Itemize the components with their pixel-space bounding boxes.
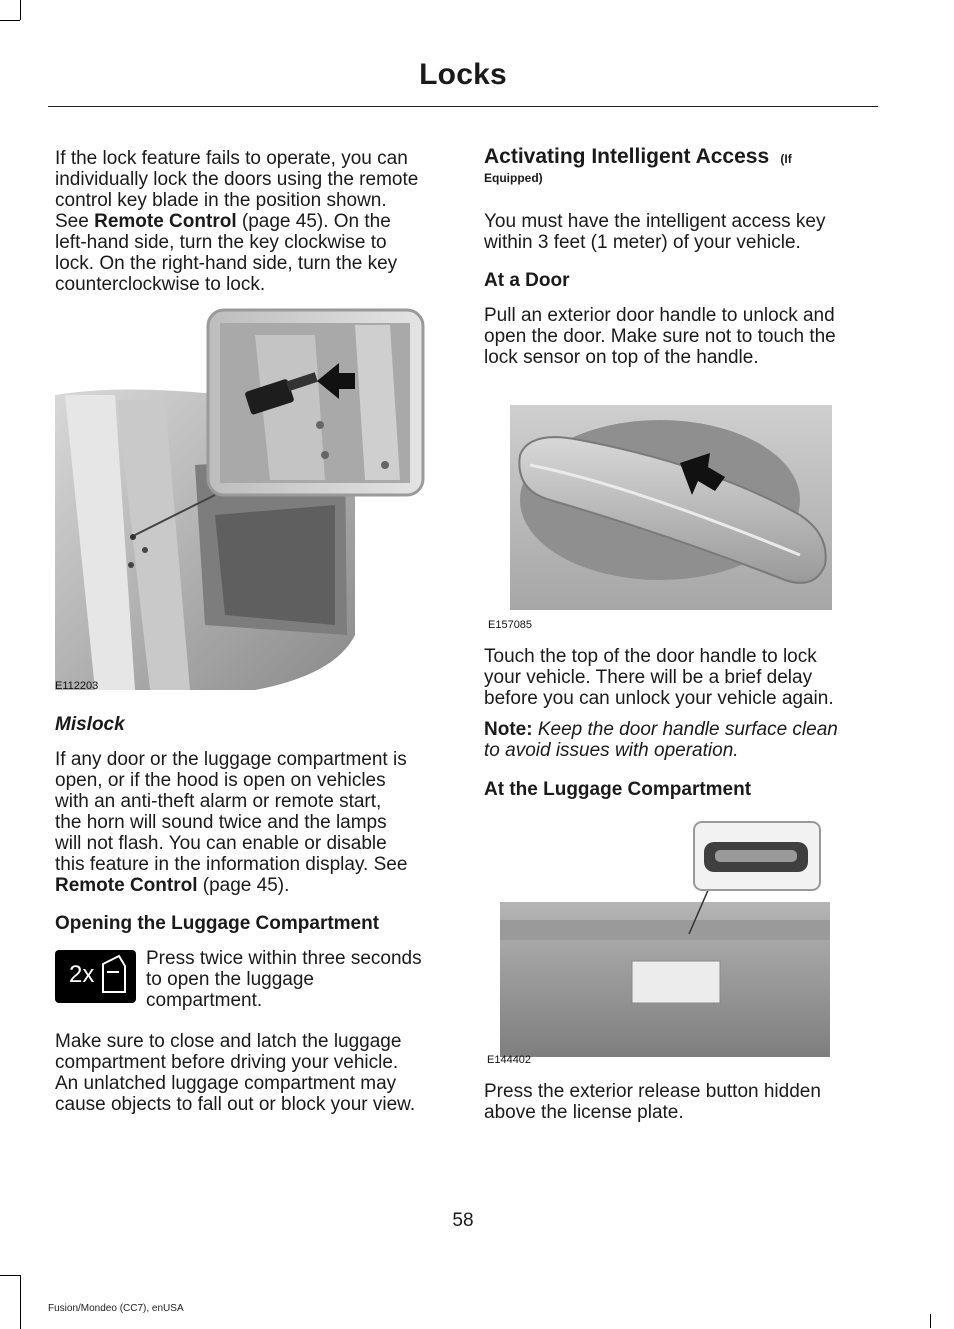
text-line: cause objects to fall out or block your view. — [55, 1094, 416, 1115]
text-line: to open the luggage — [146, 969, 314, 990]
text-line: compartment. — [146, 990, 263, 1011]
note-paragraph — [484, 719, 876, 761]
text-line: compartment before driving your vehicle. — [55, 1052, 399, 1073]
text-line: lock sensor on top of the handle. — [484, 347, 759, 368]
figure-liftgate-illustration — [497, 820, 835, 1060]
section-heading-luggage: At the Luggage Compartment — [484, 779, 752, 800]
text-line: control key blade in the position shown. — [55, 190, 387, 211]
text-line: individually lock the doors using the remote — [55, 169, 419, 190]
text-line: lock. On the right-hand side, turn the key — [55, 253, 398, 274]
remote-control-link[interactable]: Remote Control — [55, 875, 198, 896]
figure-caption: E144402 — [487, 1054, 532, 1066]
figure-door-handle-illustration — [510, 405, 832, 610]
icon-label: 2x — [69, 961, 95, 988]
note-label: Note: — [484, 719, 533, 740]
section-heading-mislock: Mislock — [55, 714, 125, 735]
text-line: Make sure to close and latch the luggage — [55, 1031, 402, 1052]
text-line — [55, 211, 447, 232]
text-line: within 3 feet (1 meter) of your vehicle. — [484, 232, 801, 253]
intro-paragraph — [55, 148, 447, 295]
text-line: Touch the top of the door handle to lock — [484, 646, 817, 667]
text-line: Pull an exterior door handle to unlock and — [484, 305, 835, 326]
text-line: If the lock feature fails to operate, you can — [55, 148, 408, 169]
text-line: open, or if the hood is open on vehicles — [55, 770, 386, 791]
text-fragment: Keep the door handle surface clean — [532, 719, 838, 740]
make-sure-paragraph — [55, 1031, 447, 1115]
text-line: this feature in the information display. See — [55, 854, 408, 875]
crop-mark — [930, 1314, 931, 1328]
text-line: the horn will sound twice and the lamps — [55, 812, 387, 833]
press-twice-text — [146, 948, 446, 1011]
text-line: left-hand side, turn the key clockwise to — [55, 232, 387, 253]
section-heading-opening: Opening the Luggage Compartment — [55, 913, 380, 934]
ia-paragraph — [484, 211, 876, 253]
text-line: above the license plate. — [484, 1102, 684, 1123]
crop-mark — [20, 0, 21, 20]
text-line: open the door. Make sure not to touch the — [484, 326, 836, 347]
footer-text: Fusion/Mondeo (CC7), enUSA — [48, 1303, 184, 1314]
text-line: If any door or the luggage compartment is — [55, 749, 407, 770]
text-line: with an anti-theft alarm or remote start, — [55, 791, 382, 812]
mislock-section — [55, 714, 447, 735]
text-fragment: See — [55, 211, 95, 232]
text-line: will not flash. You can enable or disable — [55, 833, 387, 854]
text-line: your vehicle. There will be a brief delay — [484, 667, 813, 688]
heading-note: (If — [780, 152, 792, 166]
text-line — [484, 719, 876, 740]
opening-heading-block — [55, 913, 447, 934]
crop-mark — [20, 1314, 21, 1328]
text-line: counterclockwise to lock. — [55, 274, 266, 295]
section-heading-door: At a Door — [484, 270, 570, 291]
page-number: 58 — [452, 1210, 474, 1231]
text-line: An unlatched luggage compartment may — [55, 1073, 397, 1094]
header-rule — [48, 106, 878, 107]
text-line: You must have the intelligent access key — [484, 211, 826, 232]
crop-mark — [0, 20, 20, 21]
door-paragraph — [484, 305, 876, 368]
touch-paragraph — [484, 646, 876, 709]
figure-door-lock-illustration — [55, 305, 435, 693]
crop-mark — [0, 1275, 20, 1276]
figure-caption: E112203 — [55, 680, 99, 692]
text-line — [55, 875, 447, 896]
ia-heading-block — [484, 146, 876, 186]
mislock-paragraph — [55, 749, 447, 896]
heading-text: Activating Intelligent Access — [484, 145, 770, 168]
door-heading-block — [484, 270, 876, 291]
section-heading-intelligent-access — [484, 146, 876, 170]
remote-control-link[interactable]: Remote Control — [94, 211, 237, 232]
heading-note: Equipped) — [484, 171, 543, 185]
text-line: to avoid issues with operation. — [484, 740, 739, 761]
text-fragment: (page 45). On the — [236, 211, 391, 232]
luggage-heading-block — [484, 779, 876, 800]
text-line: Press the exterior release button hidden — [484, 1081, 821, 1102]
text-fragment: (page 45). — [197, 875, 290, 896]
text-line: before you can unlock your vehicle again. — [484, 688, 834, 709]
liftgate-button-icon — [55, 950, 136, 1003]
figure-caption: E157085 — [488, 619, 533, 631]
text-line: Press twice within three seconds — [146, 948, 422, 969]
page-title: Locks — [419, 58, 507, 91]
press-paragraph — [484, 1081, 876, 1123]
